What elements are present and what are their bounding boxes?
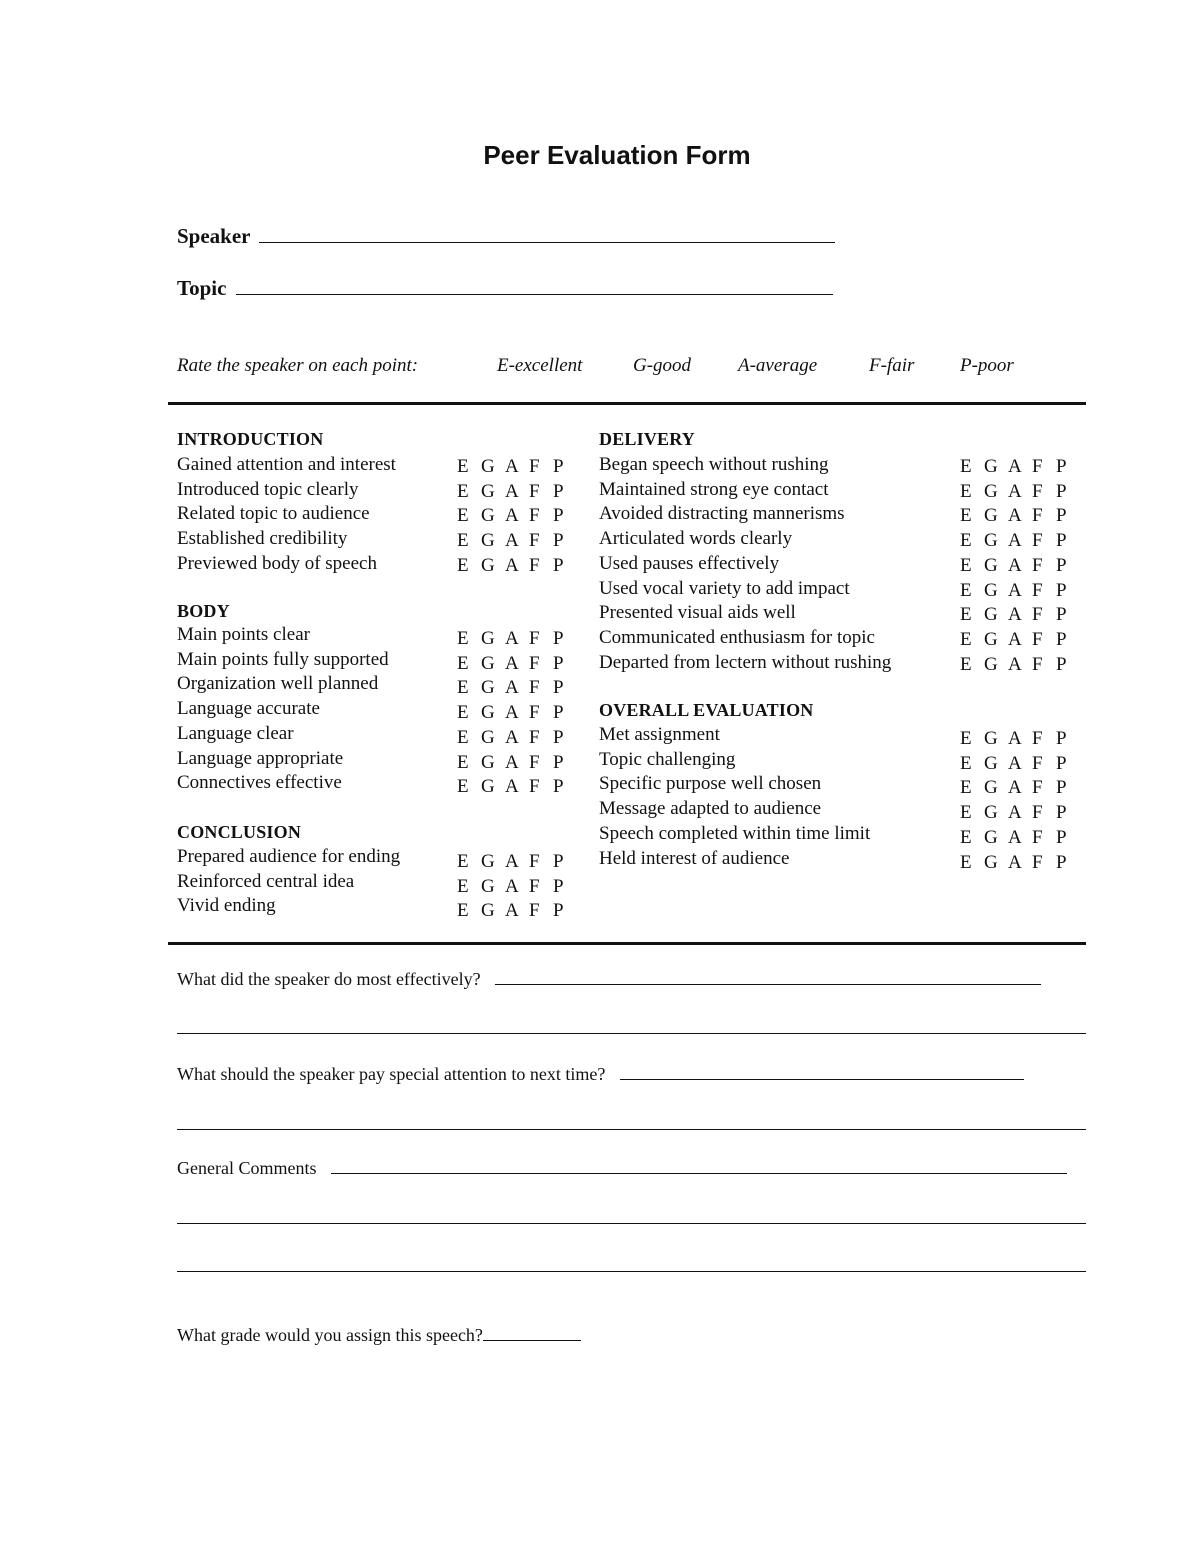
rating-option-e[interactable]: E <box>457 900 469 922</box>
rating-option-e[interactable]: E <box>457 628 469 649</box>
rating-option-p[interactable]: P <box>553 702 564 724</box>
rating-option-e[interactable]: E <box>960 752 972 774</box>
legend-excellent: E-excellent <box>497 355 583 376</box>
conclusion-item-label: Vivid ending <box>177 895 276 917</box>
rating-option-f[interactable]: F <box>529 900 540 922</box>
delivery-item-rating[interactable] <box>960 555 1080 577</box>
rating-option-e[interactable]: E <box>960 628 972 650</box>
delivery-item-rating[interactable] <box>960 629 1080 651</box>
rating-option-a[interactable]: A <box>1008 777 1022 799</box>
delivery-item-rating[interactable] <box>960 580 1080 602</box>
rating-option-g[interactable]: G <box>481 751 495 773</box>
grade-answer-line[interactable] <box>483 1326 581 1341</box>
rating-option-g[interactable]: G <box>481 652 495 674</box>
overall-item-rating[interactable] <box>960 852 1080 874</box>
delivery-item-label: Maintained strong eye contact <box>599 478 829 500</box>
rating-option-a[interactable]: A <box>505 776 519 798</box>
rating-option-g[interactable]: G <box>481 554 495 576</box>
rating-option-g[interactable]: G <box>481 726 495 748</box>
rating-option-f[interactable]: F <box>1032 752 1043 774</box>
answer-line[interactable] <box>177 1033 1086 1034</box>
rating-option-f[interactable]: F <box>529 851 540 872</box>
overall-item-label: Specific purpose well chosen <box>599 773 822 795</box>
speaker-input-line[interactable] <box>259 224 835 243</box>
rating-option-f[interactable]: F <box>1032 653 1043 675</box>
introduction-item-rating[interactable] <box>457 505 577 527</box>
rating-option-p[interactable]: P <box>553 505 564 527</box>
overall-item-rating[interactable] <box>960 802 1080 824</box>
question-most-effective[interactable] <box>177 969 1041 990</box>
overall-item-rating[interactable] <box>960 827 1080 849</box>
rating-option-a[interactable]: A <box>505 851 519 872</box>
question-most-effective-label: What did the speaker do most effectively? <box>177 969 481 989</box>
rating-option-e[interactable]: E <box>960 653 972 675</box>
delivery-item-rating[interactable] <box>960 604 1080 626</box>
grade-label: What grade would you assign this speech? <box>177 1325 483 1345</box>
conclusion-item-rating[interactable] <box>457 851 577 873</box>
rating-option-p[interactable]: P <box>1056 505 1067 527</box>
delivery-item-rating[interactable] <box>960 505 1080 527</box>
rating-option-e[interactable]: E <box>960 579 972 601</box>
body-item-label: Main points fully supported <box>177 648 389 670</box>
rating-option-e[interactable]: E <box>960 802 972 824</box>
rating-option-e[interactable]: E <box>457 530 469 552</box>
rating-option-g[interactable]: G <box>984 480 998 502</box>
question-general-comments[interactable] <box>177 1158 1067 1179</box>
body-item-rating[interactable] <box>457 727 577 749</box>
rating-option-f[interactable]: F <box>529 751 540 773</box>
rating-option-g[interactable]: G <box>984 530 998 552</box>
rating-option-e[interactable]: E <box>960 456 972 477</box>
delivery-item-label: Presented visual aids well <box>599 602 796 624</box>
delivery-item-rating[interactable] <box>960 481 1080 503</box>
rating-option-g[interactable]: G <box>984 777 998 799</box>
body-item-rating[interactable] <box>457 776 577 798</box>
introduction-item-label: Previewed body of speech <box>177 552 377 574</box>
rating-option-p[interactable]: P <box>553 751 564 773</box>
rating-option-a[interactable]: A <box>1008 851 1022 873</box>
rating-option-p[interactable]: P <box>553 480 564 502</box>
introduction-item-label: Gained attention and interest <box>177 454 396 475</box>
rating-option-p[interactable]: P <box>553 677 564 699</box>
body-item-label: Language clear <box>177 722 294 744</box>
rating-option-p[interactable]: P <box>1056 826 1067 848</box>
rating-option-a[interactable]: A <box>505 530 519 552</box>
conclusion-item-label: Reinforced central idea <box>177 870 355 892</box>
rating-option-a[interactable]: A <box>505 652 519 674</box>
rating-option-a[interactable]: A <box>1008 604 1022 626</box>
conclusion-heading: CONCLUSION <box>177 822 302 842</box>
rating-option-p[interactable]: P <box>1056 628 1067 650</box>
legend-fair: F-fair <box>869 355 915 376</box>
rating-option-p[interactable]: P <box>1056 653 1067 675</box>
rating-option-f[interactable]: F <box>529 652 540 674</box>
rating-option-f[interactable]: F <box>529 628 540 649</box>
rating-option-p[interactable]: P <box>1056 777 1067 799</box>
rating-option-e[interactable]: E <box>960 480 972 502</box>
delivery-item-label: Communicated enthusiasm for topic <box>599 626 875 648</box>
rating-option-e[interactable]: E <box>960 851 972 873</box>
rating-option-a[interactable]: A <box>1008 826 1022 848</box>
rating-option-a[interactable]: A <box>1008 530 1022 552</box>
rating-option-g[interactable]: G <box>984 653 998 675</box>
rating-option-f[interactable]: F <box>1032 826 1043 848</box>
rating-option-a[interactable]: A <box>1008 802 1022 824</box>
overall-item-rating[interactable] <box>960 777 1080 799</box>
delivery-heading: DELIVERY <box>599 429 695 449</box>
introduction-item-rating[interactable] <box>457 481 577 503</box>
answer-line[interactable] <box>620 1065 1024 1080</box>
rating-option-e[interactable]: E <box>960 604 972 626</box>
rating-option-a[interactable]: A <box>505 554 519 576</box>
rating-option-p[interactable]: P <box>1056 604 1067 626</box>
rating-option-e[interactable]: E <box>457 875 469 897</box>
rating-option-p[interactable]: P <box>1056 480 1067 502</box>
overall-item-label: Held interest of audience <box>599 847 790 869</box>
answer-line[interactable] <box>177 1129 1086 1130</box>
rating-option-f[interactable]: F <box>1032 628 1043 650</box>
overall-item-rating[interactable] <box>960 753 1080 775</box>
introduction-item-rating[interactable] <box>457 456 577 478</box>
rating-option-p[interactable]: P <box>1056 456 1067 477</box>
delivery-item-rating[interactable] <box>960 530 1080 552</box>
rating-option-e[interactable]: E <box>457 726 469 748</box>
rating-option-g[interactable]: G <box>984 826 998 848</box>
body-item-label: Organization well planned <box>177 673 379 695</box>
rating-option-a[interactable]: A <box>1008 480 1022 502</box>
rating-option-e[interactable]: E <box>457 776 469 798</box>
body-item-rating[interactable] <box>457 628 577 650</box>
rating-option-e[interactable]: E <box>457 554 469 576</box>
overall-item-label: Message adapted to audience <box>599 798 822 820</box>
rating-option-a[interactable]: A <box>505 875 519 897</box>
body-item-label: Language accurate <box>177 698 320 720</box>
rating-option-a[interactable]: A <box>505 456 519 477</box>
body-item-label: Connectives effective <box>177 772 342 794</box>
rating-option-e[interactable]: E <box>457 456 469 477</box>
rating-option-e[interactable]: E <box>457 851 469 872</box>
delivery-item-rating[interactable] <box>960 654 1080 676</box>
overall-item-label: Speech completed within time limit <box>599 822 871 844</box>
rating-option-p[interactable]: P <box>1056 851 1067 873</box>
introduction-item-rating[interactable] <box>457 555 577 577</box>
overall-heading: OVERALL EVALUATION <box>599 700 814 720</box>
rating-option-g[interactable]: G <box>984 728 998 749</box>
topic-label: Topic <box>177 276 227 300</box>
rating-option-a[interactable]: A <box>1008 728 1022 749</box>
rating-option-f[interactable]: F <box>1032 554 1043 576</box>
answer-line[interactable] <box>331 1159 1067 1174</box>
rating-option-g[interactable]: G <box>481 505 495 527</box>
question-next-time-label: What should the speaker pay special attention to next time? <box>177 1064 606 1084</box>
rating-option-g[interactable]: G <box>984 628 998 650</box>
legend-poor: P-poor <box>960 355 1014 376</box>
question-next-time[interactable] <box>177 1064 1024 1085</box>
rating-option-p[interactable]: P <box>553 652 564 674</box>
rating-option-a[interactable]: A <box>505 628 519 649</box>
rating-option-a[interactable]: A <box>505 751 519 773</box>
rating-option-g[interactable]: G <box>481 776 495 798</box>
rating-option-a[interactable]: A <box>505 702 519 724</box>
delivery-item-label: Avoided distracting mannerisms <box>599 503 845 525</box>
rating-option-g[interactable]: G <box>481 875 495 897</box>
rating-option-g[interactable]: G <box>481 480 495 502</box>
rating-option-f[interactable]: F <box>1032 505 1043 527</box>
rating-option-f[interactable]: F <box>1032 728 1043 749</box>
rating-option-g[interactable]: G <box>984 851 998 873</box>
rating-option-f[interactable]: F <box>529 505 540 527</box>
rating-option-g[interactable]: G <box>984 802 998 824</box>
page-title: Peer Evaluation Form <box>483 140 751 170</box>
rating-option-a[interactable]: A <box>505 900 519 922</box>
rating-option-p[interactable]: P <box>553 530 564 552</box>
rating-option-f[interactable]: F <box>529 677 540 699</box>
introduction-item-label: Introduced topic clearly <box>177 478 359 500</box>
rating-option-g[interactable]: G <box>481 702 495 724</box>
topic-field[interactable] <box>177 276 833 301</box>
rating-option-e[interactable]: E <box>457 751 469 773</box>
rating-option-g[interactable]: G <box>984 456 998 477</box>
rating-option-f[interactable]: F <box>529 480 540 502</box>
rating-option-p[interactable]: P <box>553 900 564 922</box>
legend-good: G-good <box>633 355 692 376</box>
rating-option-p[interactable]: P <box>553 776 564 798</box>
rating-option-a[interactable]: A <box>1008 579 1022 601</box>
answer-line[interactable] <box>177 1271 1086 1272</box>
introduction-item-rating[interactable] <box>457 530 577 552</box>
legend-average: A-average <box>738 355 818 376</box>
bottom-divider <box>168 942 1086 945</box>
rating-option-f[interactable]: F <box>529 875 540 897</box>
rating-option-g[interactable]: G <box>984 752 998 774</box>
rating-option-e[interactable]: E <box>457 677 469 699</box>
body-item-rating[interactable] <box>457 677 577 699</box>
rating-option-f[interactable]: F <box>1032 530 1043 552</box>
answer-line[interactable] <box>177 1223 1086 1224</box>
rating-option-p[interactable]: P <box>1056 802 1067 824</box>
delivery-item-label: Began speech without rushing <box>599 454 829 475</box>
rating-legend <box>177 355 1077 379</box>
legend-prompt: Rate the speaker on each point: <box>177 355 419 376</box>
rating-option-f[interactable]: F <box>529 554 540 576</box>
rating-option-f[interactable]: F <box>529 726 540 748</box>
conclusion-item-rating[interactable] <box>457 876 577 898</box>
rating-option-g[interactable]: G <box>481 530 495 552</box>
rating-option-f[interactable]: F <box>1032 777 1043 799</box>
rating-option-a[interactable]: A <box>505 726 519 748</box>
introduction-item-label: Related topic to audience <box>177 503 370 525</box>
rating-option-g[interactable]: G <box>984 505 998 527</box>
delivery-item-rating[interactable] <box>960 456 1080 478</box>
general-comments-label: General Comments <box>177 1158 317 1178</box>
rating-option-g[interactable]: G <box>481 677 495 699</box>
rating-option-a[interactable]: A <box>505 480 519 502</box>
rating-option-f[interactable]: F <box>529 456 540 477</box>
rating-option-p[interactable]: P <box>553 628 564 649</box>
rating-option-e[interactable]: E <box>960 530 972 552</box>
rating-option-a[interactable]: A <box>1008 628 1022 650</box>
conclusion-item-rating[interactable] <box>457 900 577 922</box>
top-divider <box>168 402 1086 405</box>
body-item-rating[interactable] <box>457 653 577 675</box>
speaker-field[interactable] <box>177 224 835 249</box>
rating-option-f[interactable]: F <box>1032 480 1043 502</box>
rating-option-f[interactable]: F <box>1032 851 1043 873</box>
rating-option-f[interactable]: F <box>1032 456 1043 477</box>
conclusion-item-label: Prepared audience for ending <box>177 846 401 867</box>
overall-item-rating[interactable] <box>960 728 1080 750</box>
rating-option-f[interactable]: F <box>529 776 540 798</box>
question-grade[interactable] <box>177 1325 581 1346</box>
rating-option-g[interactable]: G <box>984 554 998 576</box>
rating-option-p[interactable]: P <box>553 875 564 897</box>
rating-option-a[interactable]: A <box>1008 554 1022 576</box>
rating-option-p[interactable]: P <box>1056 579 1067 601</box>
rating-option-e[interactable]: E <box>960 728 972 749</box>
body-item-label: Main points clear <box>177 624 310 645</box>
rating-option-g[interactable]: G <box>984 604 998 626</box>
overall-item-label: Met assignment <box>599 724 720 745</box>
rating-option-g[interactable]: G <box>481 900 495 922</box>
delivery-item-label: Articulated words clearly <box>599 528 793 550</box>
rating-option-p[interactable]: P <box>553 851 564 872</box>
rating-option-p[interactable]: P <box>553 726 564 748</box>
introduction-heading: INTRODUCTION <box>177 429 324 449</box>
rating-option-p[interactable]: P <box>1056 554 1067 576</box>
rating-option-e[interactable]: E <box>457 480 469 502</box>
rating-option-e[interactable]: E <box>960 554 972 576</box>
speaker-label: Speaker <box>177 224 251 248</box>
rating-option-e[interactable]: E <box>457 505 469 527</box>
rating-option-e[interactable]: E <box>960 777 972 799</box>
delivery-item-label: Departed from lectern without rushing <box>599 651 892 673</box>
rating-option-f[interactable]: F <box>529 702 540 724</box>
body-item-rating[interactable] <box>457 702 577 724</box>
rating-option-e[interactable]: E <box>960 826 972 848</box>
rating-option-f[interactable]: F <box>1032 579 1043 601</box>
rating-option-g[interactable]: G <box>984 579 998 601</box>
rating-option-a[interactable]: A <box>1008 505 1022 527</box>
rating-option-f[interactable]: F <box>1032 604 1043 626</box>
rating-option-a[interactable]: A <box>1008 653 1022 675</box>
rating-option-p[interactable]: P <box>1056 728 1067 749</box>
answer-line[interactable] <box>495 970 1041 985</box>
rating-option-p[interactable]: P <box>1056 752 1067 774</box>
rating-option-f[interactable]: F <box>529 530 540 552</box>
rating-option-e[interactable]: E <box>457 702 469 724</box>
rating-option-a[interactable]: A <box>1008 456 1022 477</box>
rating-option-f[interactable]: F <box>1032 802 1043 824</box>
topic-input-line[interactable] <box>236 276 833 295</box>
rating-option-a[interactable]: A <box>1008 752 1022 774</box>
delivery-item-label: Used vocal variety to add impact <box>599 577 850 599</box>
rating-option-a[interactable]: A <box>505 677 519 699</box>
rating-option-g[interactable]: G <box>481 851 495 872</box>
rating-option-a[interactable]: A <box>505 505 519 527</box>
body-heading: BODY <box>177 601 230 621</box>
body-item-label: Language appropriate <box>177 747 344 769</box>
delivery-item-label: Used pauses effectively <box>599 552 780 574</box>
introduction-item-label: Established credibility <box>177 528 348 550</box>
overall-item-label: Topic challenging <box>599 748 736 770</box>
rating-option-p[interactable]: P <box>553 456 564 477</box>
rating-option-g[interactable]: G <box>481 456 495 477</box>
rating-option-g[interactable]: G <box>481 628 495 649</box>
rating-option-p[interactable]: P <box>553 554 564 576</box>
body-item-rating[interactable] <box>457 752 577 774</box>
rating-option-p[interactable]: P <box>1056 530 1067 552</box>
rating-option-e[interactable]: E <box>457 652 469 674</box>
rating-option-e[interactable]: E <box>960 505 972 527</box>
